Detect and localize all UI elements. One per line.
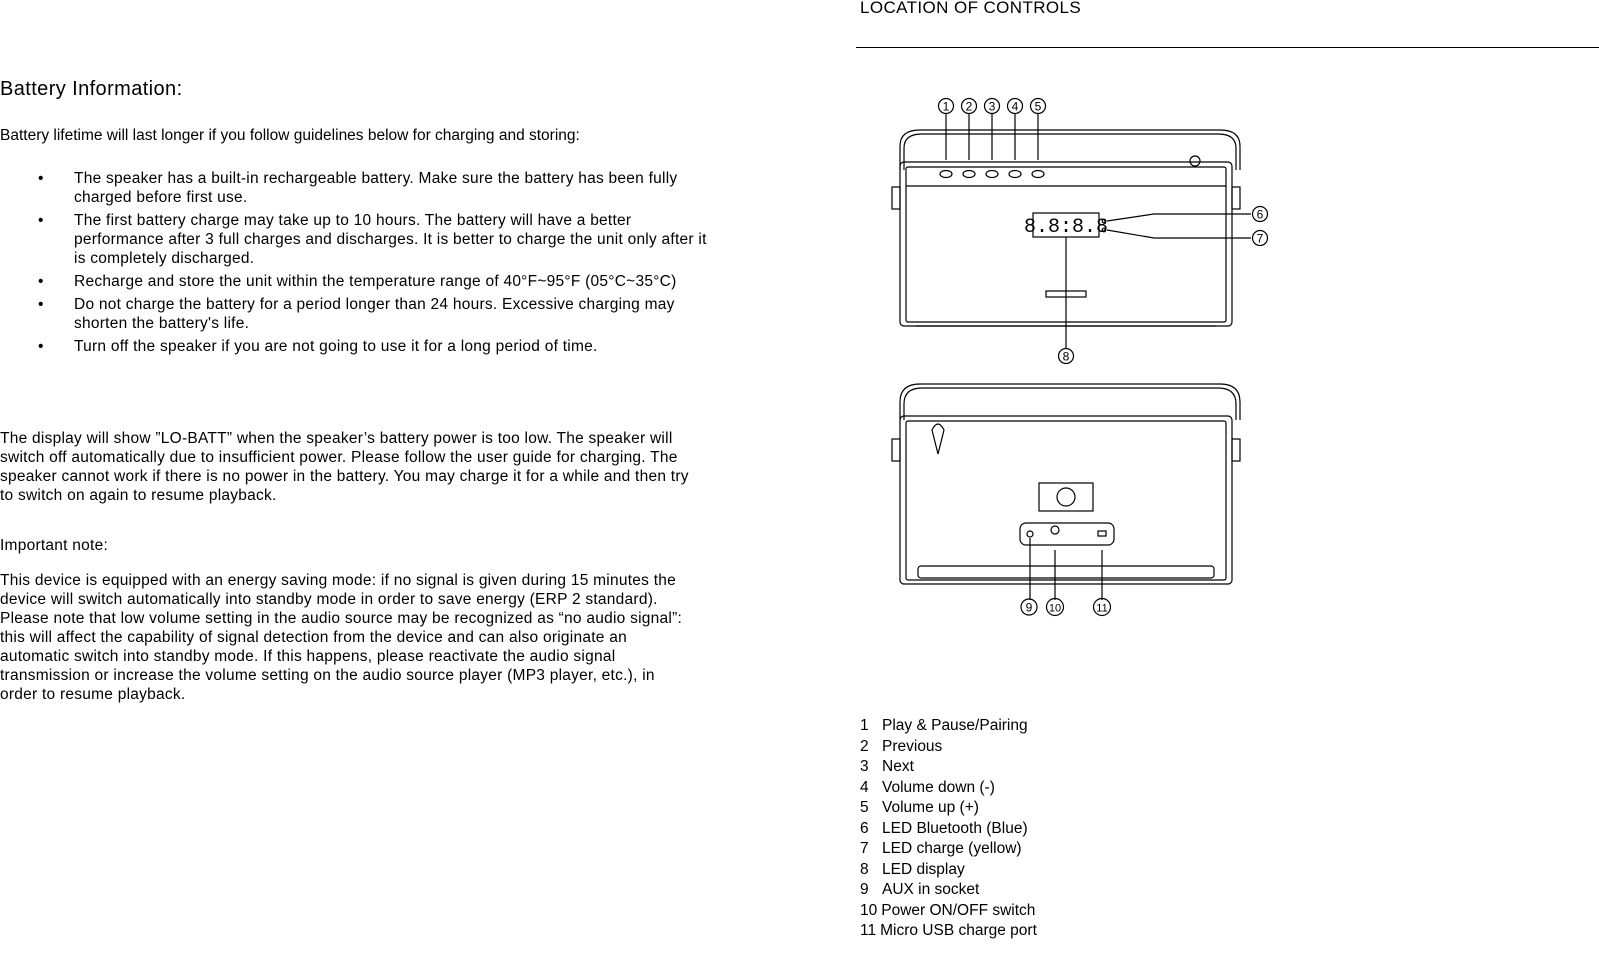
- list-item: • Turn off the speaker if you are not going to use it for a long period of time.: [38, 338, 598, 355]
- handle-mount-right: [1232, 439, 1240, 461]
- bullet-icon: •: [38, 170, 44, 187]
- list-item: 10 Power ON/OFF switch: [860, 901, 1036, 919]
- callout-8: [1059, 349, 1074, 364]
- speaker-diagram: [856, 90, 1316, 630]
- strap-hook: [932, 424, 944, 454]
- callout-2: [962, 99, 977, 114]
- important-note-title: Important note:: [0, 537, 109, 554]
- power-switch-icon: [1051, 526, 1059, 534]
- back-label-plate: [1039, 483, 1093, 511]
- bullet-icon: •: [38, 338, 44, 355]
- handle-mount-left: [892, 439, 900, 461]
- battery-guidelines-list: [0, 169, 720, 360]
- callout-1: [939, 99, 954, 114]
- callout-4: [1008, 99, 1023, 114]
- back-body: [900, 416, 1232, 584]
- usb-port-icon: [1098, 531, 1106, 536]
- list-item: 9 AUX in socket: [860, 881, 980, 898]
- bullet-icon: •: [38, 212, 44, 229]
- handle: [900, 130, 1240, 170]
- connector-panel: [1020, 523, 1114, 545]
- list-item: • The first battery charge may take up to 10 hours. The battery will have a better performance after 3 full charges and discharges. It is better to charge the unit only after it is completely discharged.: [38, 212, 707, 267]
- lo-batt-paragraph: The display will show ”LO-BATT” when the speaker’s battery power is too low. The speaker will switch off automatically due to insufficient power. Please follow the user guide for charging. The speaker cannot work if there is no power in the battery. You may charge it for a while and then try to switch on again to resume playback.: [0, 430, 689, 504]
- list-item: • Do not charge the battery for a period longer than 24 hours. Excessive charging may shorten the battery's life.: [38, 296, 675, 332]
- callout-7: [1253, 231, 1268, 246]
- battery-intro: Battery lifetime will last longer if you follow guidelines below for charging and storing:: [0, 127, 580, 144]
- callout-9: [1021, 599, 1037, 615]
- list-item: 6 LED Bluetooth (Blue): [860, 819, 1028, 837]
- knob: [1190, 156, 1200, 166]
- svg-text:7: 7: [1256, 231, 1264, 246]
- back-view: [892, 384, 1240, 616]
- left-page: [0, 0, 720, 957]
- callout-10: [1047, 599, 1064, 616]
- svg-text:3: 3: [988, 99, 996, 114]
- important-note-paragraph: This device is equipped with an energy saving mode: if no signal is given during 15 minutes the device will switch automatically into standby mode in order to save energy (ERP 2 standard). Please note that low volume setting in the audio source may be recognized as “no audio signal”: this will affect the capability of signal detection from the device and can also originate an automatic switch into standby mode. If this happens, please reactivate the audio signal transmission or increase the volume setting on the audio source player (MP3 player, etc.), in order to resume playback.: [0, 572, 683, 703]
- svg-text:9: 9: [1025, 600, 1033, 615]
- list-item: 11 Micro USB charge port: [860, 922, 1037, 939]
- svg-text:5: 5: [1034, 99, 1042, 114]
- bullet-icon: •: [38, 273, 44, 290]
- led-display-digits: 8.8:8.8: [1023, 216, 1109, 239]
- front-buttons: [940, 171, 1044, 178]
- list-item: 3 Next: [860, 758, 914, 775]
- controls-legend: [860, 716, 1037, 942]
- svg-text:2: 2: [965, 99, 973, 114]
- handle-mount-left: [892, 187, 900, 209]
- svg-text:11: 11: [1096, 602, 1108, 615]
- aux-socket-icon: [1027, 531, 1033, 537]
- callout-3: [985, 99, 1000, 114]
- previous-button-icon: [963, 171, 975, 178]
- svg-text:1: 1: [942, 99, 950, 114]
- list-item: 2 Previous: [860, 737, 943, 755]
- location-of-controls-title: LOCATION OF CONTROLS: [860, 0, 1082, 17]
- svg-text:6: 6: [1256, 207, 1264, 222]
- play-pause-button-icon: [940, 171, 952, 178]
- callout-5: [1031, 99, 1046, 114]
- svg-text:8: 8: [1062, 349, 1070, 364]
- right-page: [856, 0, 1599, 957]
- list-item: 8 LED display: [860, 860, 965, 878]
- handle-mount-right: [1232, 187, 1240, 209]
- volume-down-button-icon: [1009, 171, 1021, 178]
- battery-section-title: Battery Information:: [0, 78, 183, 100]
- svg-text:4: 4: [1011, 99, 1019, 114]
- svg-text:10: 10: [1048, 602, 1062, 615]
- handle: [900, 384, 1240, 420]
- header-divider: [856, 47, 1599, 48]
- list-item: 1 Play & Pause/Pairing: [860, 717, 1028, 734]
- list-item: 4 Volume down (-): [860, 778, 995, 796]
- callout-6: [1253, 207, 1268, 222]
- callout-11: [1094, 599, 1111, 616]
- list-item: • The speaker has a built-in rechargeable battery. Make sure the battery has been fully charged before first use.: [38, 170, 678, 206]
- bullet-icon: •: [38, 296, 44, 313]
- list-item: 5 Volume up (+): [860, 799, 979, 816]
- list-item: 7 LED charge (yellow): [860, 840, 1022, 857]
- list-item: • Recharge and store the unit within the temperature range of 40°F~95°F (05°C~35°C): [38, 273, 677, 290]
- front-view: [892, 99, 1268, 364]
- next-button-icon: [986, 171, 998, 178]
- volume-up-button-icon: [1032, 171, 1044, 178]
